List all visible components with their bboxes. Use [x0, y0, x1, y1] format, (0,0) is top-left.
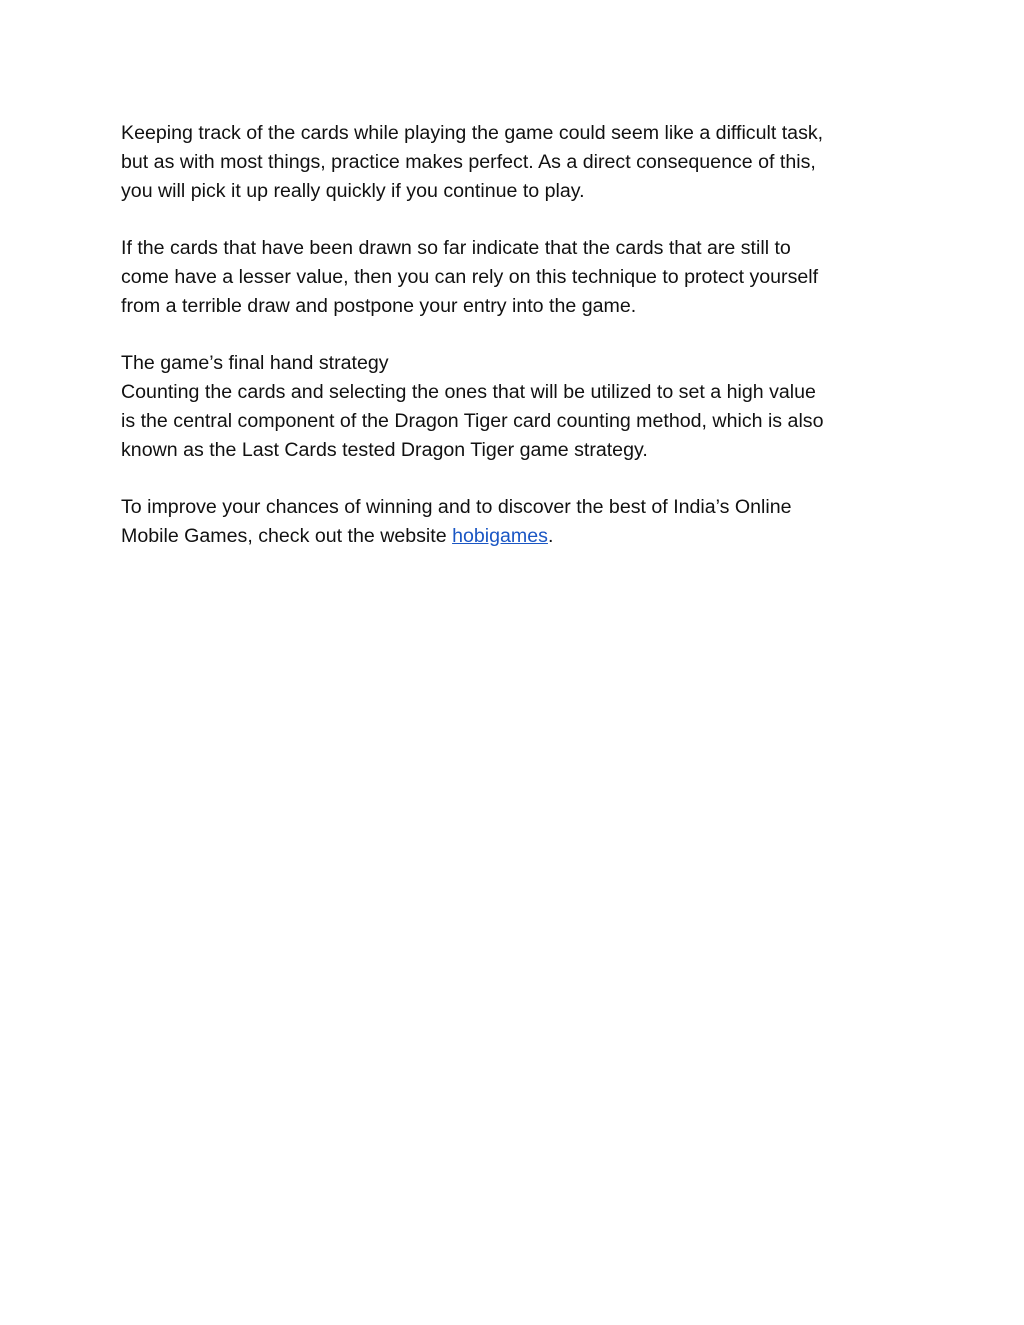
- hobigames-link[interactable]: hobigames: [452, 525, 548, 548]
- text-line: you will pick it up really quickly if you continue to play.: [121, 179, 585, 202]
- text-fragment: .: [547, 525, 554, 548]
- text-line: Counting the cards and selecting the ones that will be utilized to set a high value: [121, 381, 816, 404]
- text-line: known as the Last Cards tested Dragon Tiger game strategy.: [121, 438, 648, 461]
- paragraph-call-to-action: [121, 493, 911, 551]
- document-body: [121, 119, 911, 580]
- text-line: but as with most things, practice makes perfect. As a direct consequence of this,: [121, 150, 816, 173]
- paragraph-card-tracking: [121, 119, 911, 205]
- section-heading: The game’s final hand strategy: [121, 352, 389, 375]
- text-line: If the cards that have been drawn so far indicate that the cards that are still to: [121, 237, 791, 260]
- text-line: from a terrible draw and postpone your entry into the game.: [121, 294, 637, 317]
- paragraph-final-hand-strategy: [121, 349, 911, 464]
- text-fragment: Mobile Games, check out the website: [121, 525, 453, 548]
- paragraph-technique: [121, 234, 911, 320]
- text-line: [121, 522, 911, 551]
- text-line: Keeping track of the cards while playing the game could seem like a difficult task,: [121, 122, 824, 144]
- text-line: is the central component of the Dragon Tiger card counting method, which is also: [121, 409, 824, 432]
- text-line: To improve your chances of winning and to discover the best of India’s Online: [121, 496, 792, 519]
- text-line: come have a lesser value, then you can rely on this technique to protect yourself: [121, 265, 819, 288]
